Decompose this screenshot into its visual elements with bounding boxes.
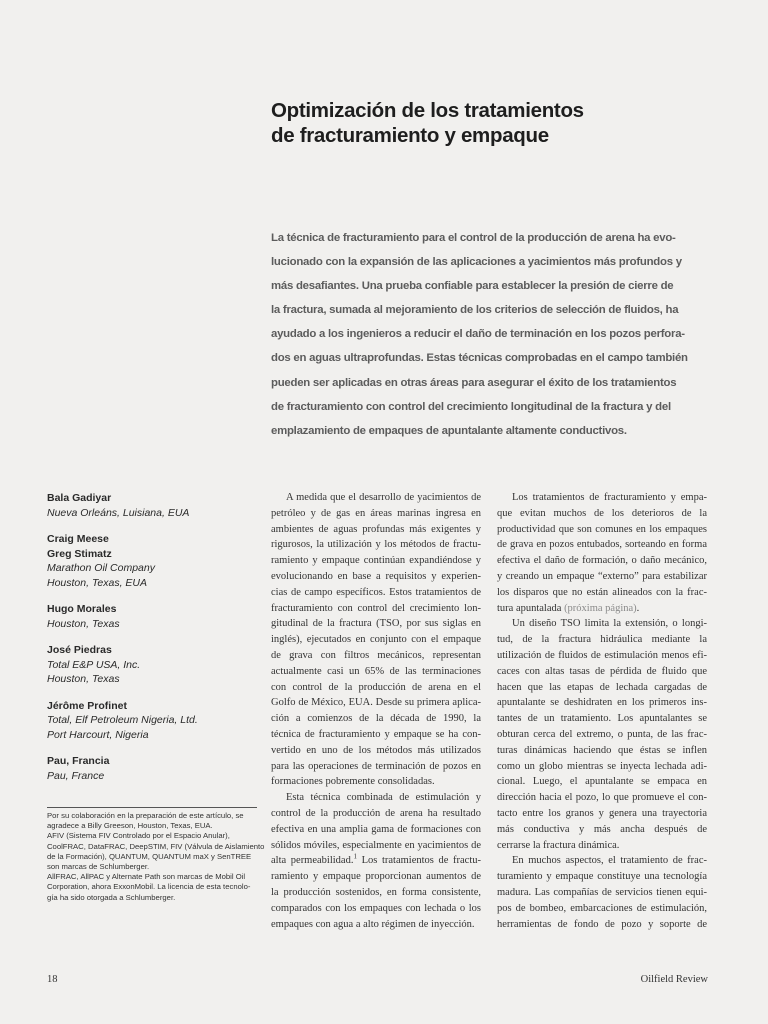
body-line: ramiento y empaque proporcionan aumentos de <box>271 871 481 883</box>
abstract-line: La técnica de fracturamiento para el control de la producción de arena ha evo- <box>271 232 676 244</box>
acknowledgement-line: CoolFRAC, DataFRAC, DeepSTIM, FIV (Válvula de Aislamiento <box>47 841 265 851</box>
body-line: efectiva el daño de formación, o daño mecánico, <box>497 555 707 567</box>
body-line: ambientes de aguas profundas más exigentes y <box>271 523 481 535</box>
body-line: Esta técnica combinada de estimulación y <box>286 792 481 804</box>
abstract-line: emplazamiento de empaques de apuntalante altamente conductivos. <box>271 424 627 437</box>
body-line: gitudinal de la fractura (TSO, por sus siglas en <box>271 618 481 630</box>
author-block <box>47 491 257 520</box>
abstract-line: ayudado a los ingenieros a reducir el daño de terminación en los pozos perfora- <box>271 328 685 341</box>
body-line: la producción sostenidos, en forma consistente, <box>271 886 481 898</box>
body-line: rigurosos, la utilización y los métodos de fractu- <box>271 539 481 551</box>
author-block <box>47 643 257 687</box>
body-line: apuntalante se deshidraten en los primeros ins- <box>497 697 707 709</box>
body-line: formaciones pobremente consolidadas. <box>271 776 435 788</box>
acknowledgement-line: gía ha sido otorgada a Schlumberger. <box>47 892 176 902</box>
body-line: turamiento y empaque constituye una tecnología <box>497 871 707 883</box>
author-block <box>47 699 257 743</box>
body-column-2 <box>497 490 707 932</box>
abstract <box>271 226 691 443</box>
footnote-marker: 1 <box>353 853 357 861</box>
body-line: tantes de un tratamiento. Los apuntalantes se <box>497 713 707 725</box>
author-block <box>47 602 257 631</box>
acknowledgement-line: AFIV (Sistema FIV Controlado por el Espacio Anular), <box>47 831 230 841</box>
body-line: ción a comienzos de la década de 1990, la <box>271 713 481 725</box>
body-line: obturan cerca del extremo, o punta, de las frac- <box>497 728 707 740</box>
author-affiliation: Marathon Oil Company <box>47 562 155 574</box>
acknowledgement-line: Corporation, ahora ExxonMobil. La licencia de esta tecnolo- <box>47 882 251 892</box>
body-line: cias de campo específicos. Estos tratamientos de <box>271 586 481 598</box>
body-line: herramientas de fondo de pozo y soporte de <box>497 918 707 930</box>
body-line: tacto entre los granos y genera una trayectoria <box>497 807 707 819</box>
body-line: inglés), ejecutados en conjunto con el empaque <box>271 634 481 646</box>
body-line: más conductiva y más ancha después de <box>497 823 707 835</box>
body-line: control de la producción de arena ha resultado <box>271 807 481 819</box>
author-name: Craig Meese <box>47 533 109 545</box>
acknowledgement-line: Por su colaboración en la preparación de este artículo, se <box>47 811 244 820</box>
author-name: Hugo Morales <box>47 603 117 615</box>
body-line: empaques con agua a alto régimen de inyección. <box>271 918 475 930</box>
acknowledgement-line: son marcas de Schlumberger. <box>47 862 150 872</box>
figure-reference: (próxima página) <box>564 602 637 614</box>
body-line: cional. Luego, el apuntalante se empaca en <box>497 776 707 788</box>
title-line: de fracturamiento y empaque <box>271 124 549 147</box>
body-column-1 <box>271 490 481 932</box>
abstract-line: pueden ser aplicadas en otras áreas para asegurar el éxito de los tratamientos <box>271 376 677 389</box>
article-title <box>271 98 691 148</box>
author-affiliation: Houston, Texas <box>47 617 120 630</box>
author-list <box>47 491 257 795</box>
body-line: ramiento y empaque continúan expandiéndose y <box>271 555 481 567</box>
body-line: caces con altas tasas de pérdida de fluido que <box>497 665 707 677</box>
body-line: hacen que las etapas de lechada cargadas de <box>497 681 707 693</box>
title-line: Optimización de los tratamientos <box>271 99 584 122</box>
body-line: sólidos móviles, especialmente en yacimientos de <box>271 839 481 851</box>
body-line: madura. Las compañías de servicios tienen equi- <box>497 886 707 898</box>
author-affiliation: Pau, France <box>47 769 105 782</box>
acknowledgement-line: AllFRAC, AllPAC y Alternate Path son marcas de Mobil Oil <box>47 872 246 882</box>
body-line: comparados con los empaques con lechada o los <box>271 902 481 914</box>
body-line: que evitan muchos de los deterioros de la <box>497 507 707 519</box>
body-line: productividad que son comunes en los empaques <box>497 523 707 535</box>
body-line: turas dinámicas haciendo que éstas se inflen <box>497 744 707 756</box>
body-line: A medida que el desarrollo de yacimientos de <box>286 492 481 503</box>
body-line: para las operaciones de terminación de pozos en <box>271 760 481 772</box>
body-line: efectiva en una amplia gama de formaciones con <box>271 823 481 835</box>
author-name: Jérôme Profinet <box>47 699 127 712</box>
body-line: pos de bombeo, embarcaciones de estimulación, <box>497 902 707 914</box>
abstract-line: la fractura, sumada al mejoramiento de los criterios de selección de fluidos, ha <box>271 304 679 317</box>
author-affiliation: Total E&P USA, Inc. <box>47 658 141 671</box>
acknowledgement-line: agradece a Billy Greeson, Houston, Texas, EUA. <box>47 821 213 831</box>
author-affiliation: Houston, Texas, EUA <box>47 576 147 589</box>
body-line: dirección hacia el pozo, lo que promueve el con- <box>497 792 707 804</box>
author-block <box>47 754 257 783</box>
acknowledgement-line: de la Formación), QUANTUM, QUANTUM maX y SenTREE <box>47 851 252 861</box>
body-line: los disparos que no están alineados con la frac- <box>497 586 707 598</box>
author-block <box>47 532 257 590</box>
body-line: En muchos aspectos, el tratamiento de frac- <box>512 855 707 867</box>
author-name: Bala Gadiyar <box>47 492 112 504</box>
journal-name: Oilfield Review <box>640 974 708 985</box>
body-line: evolucionando en base a requisitos y experien- <box>271 570 481 582</box>
author-affiliation: Nueva Orleáns, Luisiana, EUA <box>47 506 190 519</box>
body-line: con control de la producción de arena en el <box>271 681 481 693</box>
abstract-line: lucionado con la expansión de las aplicaciones a yacimientos más profundos y <box>271 256 682 269</box>
body-line: de grava con filtros mecánicos, representan <box>271 649 481 661</box>
body-line: y creando un empaque “externo” para estabilizar <box>497 570 707 582</box>
abstract-line: de fracturamiento con control del crecimiento longitudinal de la fractura y del <box>271 400 671 413</box>
body-line: petróleo y de gas en áreas marinas ingresa en <box>271 507 481 519</box>
body-line: tura apuntalada (próxima página). <box>497 602 640 614</box>
body-line: fracturamiento con control del crecimiento lon- <box>271 602 481 614</box>
author-affiliation: Houston, Texas <box>47 673 120 685</box>
body-line: utilización de fluidos de estimulación menos efi- <box>497 649 707 661</box>
page-number: 18 <box>47 974 58 985</box>
body-line: vertido en uno de los métodos más utilizados <box>271 744 481 756</box>
author-name: Pau, Francia <box>47 755 110 767</box>
acknowledgement-box <box>47 807 265 903</box>
author-affiliation: Port Harcourt, Nigeria <box>47 728 149 741</box>
body-line: de grava en pozos entubados, sorteando en forma <box>497 539 707 551</box>
author-affiliation: Total, Elf Petroleum Nigeria, Ltd. <box>47 714 198 726</box>
body-line: como un globo mientras se inyecta lechada adi- <box>497 760 707 772</box>
body-line: actualmente casi un 65% de las terminaciones <box>271 665 481 677</box>
author-name: José Piedras <box>47 644 112 656</box>
body-line: Los tratamientos de fracturamiento y empa- <box>512 492 707 503</box>
abstract-line: dos en aguas ultraprofundas. Estas técnicas comprobadas en el campo también <box>271 352 688 365</box>
body-line: Un diseño TSO limita la extensión, o longi- <box>512 618 707 630</box>
body-line: técnica de fracturamiento y empaque se ha con- <box>271 728 481 740</box>
body-line: Golfo de México, EUA. Desde su primera aplica- <box>271 697 481 709</box>
body-line: tud, de la fractura hidráulica mediante la <box>497 634 707 646</box>
author-name: Greg Stimatz <box>47 547 112 560</box>
body-line: alta permeabilidad.$^1$ Los tratamientos de fractu- <box>271 853 481 867</box>
abstract-line: más desafiantes. Una prueba confiable para establecer la presión de cierre de <box>271 280 674 293</box>
body-line: cerrarse la fractura dinámica. <box>497 839 620 851</box>
